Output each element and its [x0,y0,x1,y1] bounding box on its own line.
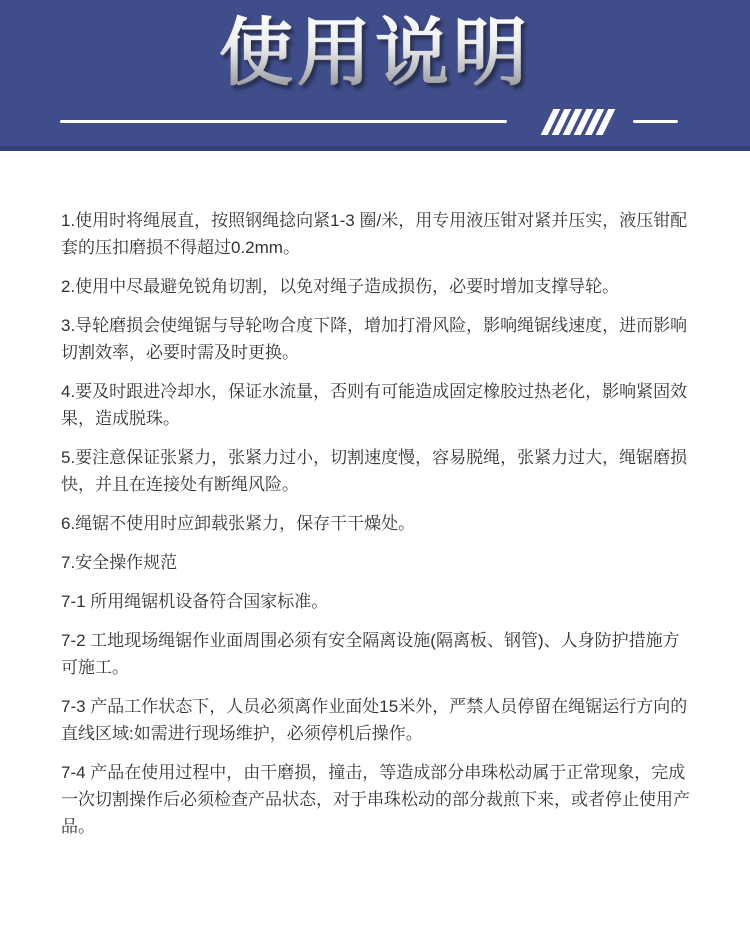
instruction-item-1: 1.使用时将绳展直，按照钢绳捻向紧1-3 圈/米，用专用液压钳对紧并压实，液压钳配套的压扣磨损不得超过0.2mm。 [61,211,688,257]
instruction-item-7-1: 7-1 所用绳锯机设备符合国家标准。 [61,592,329,611]
instructions-list [0,151,750,840]
instruction-item-6: 6.绳锯不使用时应卸载张紧力，保存干干燥处。 [61,514,416,533]
title-underline [60,120,507,123]
instruction-item-7-2: 7-2 工地现场绳锯作业面周围必须有安全隔离设施(隔离板、钢管)、人身防护措施方可施工。 [61,631,680,677]
instruction-item-7-4: 7-4 产品在使用过程中，由干磨损，撞击，等造成部分串珠松动属于正常现象，完成一次切割操作后必须检查产品状态，对于串珠松动的部分裁煎下来，或者停止使用产品。 [61,763,690,836]
instruction-item-7-3: 7-3 产品工作状态下，人员必须离作业面处15米外，严禁人员停留在绳锯运行方向的直线区域:如需进行现场维护，必须停机后操作。 [61,697,688,743]
page-title: 使用说明 [0,12,750,93]
slashes-decoration [547,109,609,135]
instruction-item-7: 7.安全操作规范 [61,553,178,572]
header-banner [0,0,750,151]
instruction-item-3: 3.导轮磨损会使绳锯与导轮吻合度下降，增加打滑风险，影响绳锯线速度，进而影响切割效率，必要时需及时更换。 [61,316,688,362]
instruction-item-2: 2.使用中尽最避免锐角切割，以免对绳子造成损伤，必要时增加支撑导轮。 [61,277,620,296]
dash-decoration [633,120,678,123]
instruction-item-5: 5.要注意保证张紧力，张紧力过小，切割速度慢，容易脱绳，张紧力过大，绳锯磨损快，并且在连接处有断绳风险。 [61,448,688,494]
instruction-item-4: 4.要及时跟进冷却水，保证水流量，否则有可能造成固定橡胶过热老化，影响紧固效果，造成脱珠。 [61,382,688,428]
